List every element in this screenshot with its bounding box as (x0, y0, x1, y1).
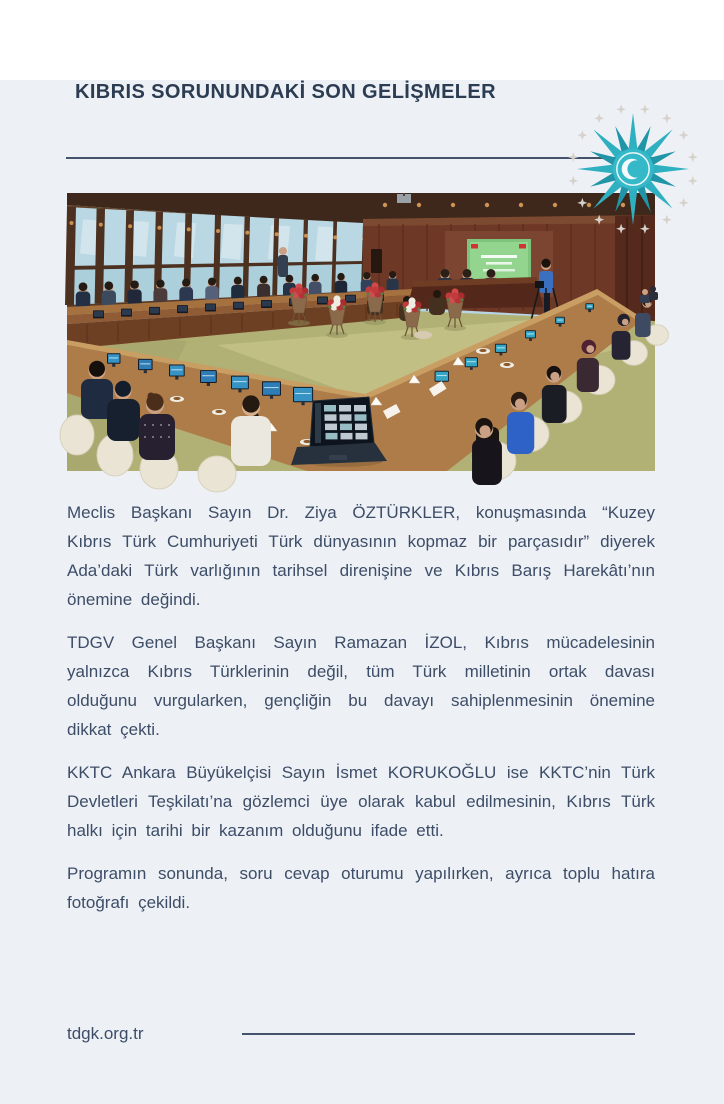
website-text: tdgk.org.tr (67, 1024, 144, 1043)
paragraph-1: Meclis Başkanı Sayın Dr. Ziya ÖZTÜRKLER, konuşmasında “Kuzey Kıbrıs Türk Cumhuriyeti Türk dünyasının kopmaz bir parçasıdır” diyerek Ada’daki Türk varlığının tarihsel direnişine ve Kıbrıs Barış Harekâtı’nın önemine değindi. (67, 503, 655, 609)
paragraph-2: TDGV Genel Başkanı Sayın Ramazan İZOL, Kıbrıs mücadelesinin yalnızca Kıbrıs Türklerinin değil, tüm Türk milletinin ortak davası olduğunu vurgularken, gençliğin bu davayı sahiplenmesinin önemine dikkat çekti. (67, 633, 655, 739)
page-footer (67, 1024, 657, 1044)
page-title: KIBRIS SORUNUNDAKİ SON GELİŞMELER (75, 81, 497, 103)
page-header (67, 80, 657, 104)
footer-divider-line (242, 1033, 635, 1035)
turkic-states-sun-crescent-icon (562, 100, 704, 238)
article-body (67, 498, 655, 917)
paragraph-4: Programın sonunda, soru cevap oturumu yapılırken, ayrıca toplu hatıra fotoğrafı çekildi. (67, 864, 655, 912)
paragraph-3: KKTC Ankara Büyükelçisi Sayın İsmet KORUKOĞLU ise KKTC’nin Türk Devletleri Teşkilatı’na gözlemci üye olarak kabul edilmesinin, Kıbrıs Türk halkı için tarihi bir kazanım olduğunu ifade etti. (67, 763, 655, 840)
newsletter-page (0, 80, 724, 1104)
